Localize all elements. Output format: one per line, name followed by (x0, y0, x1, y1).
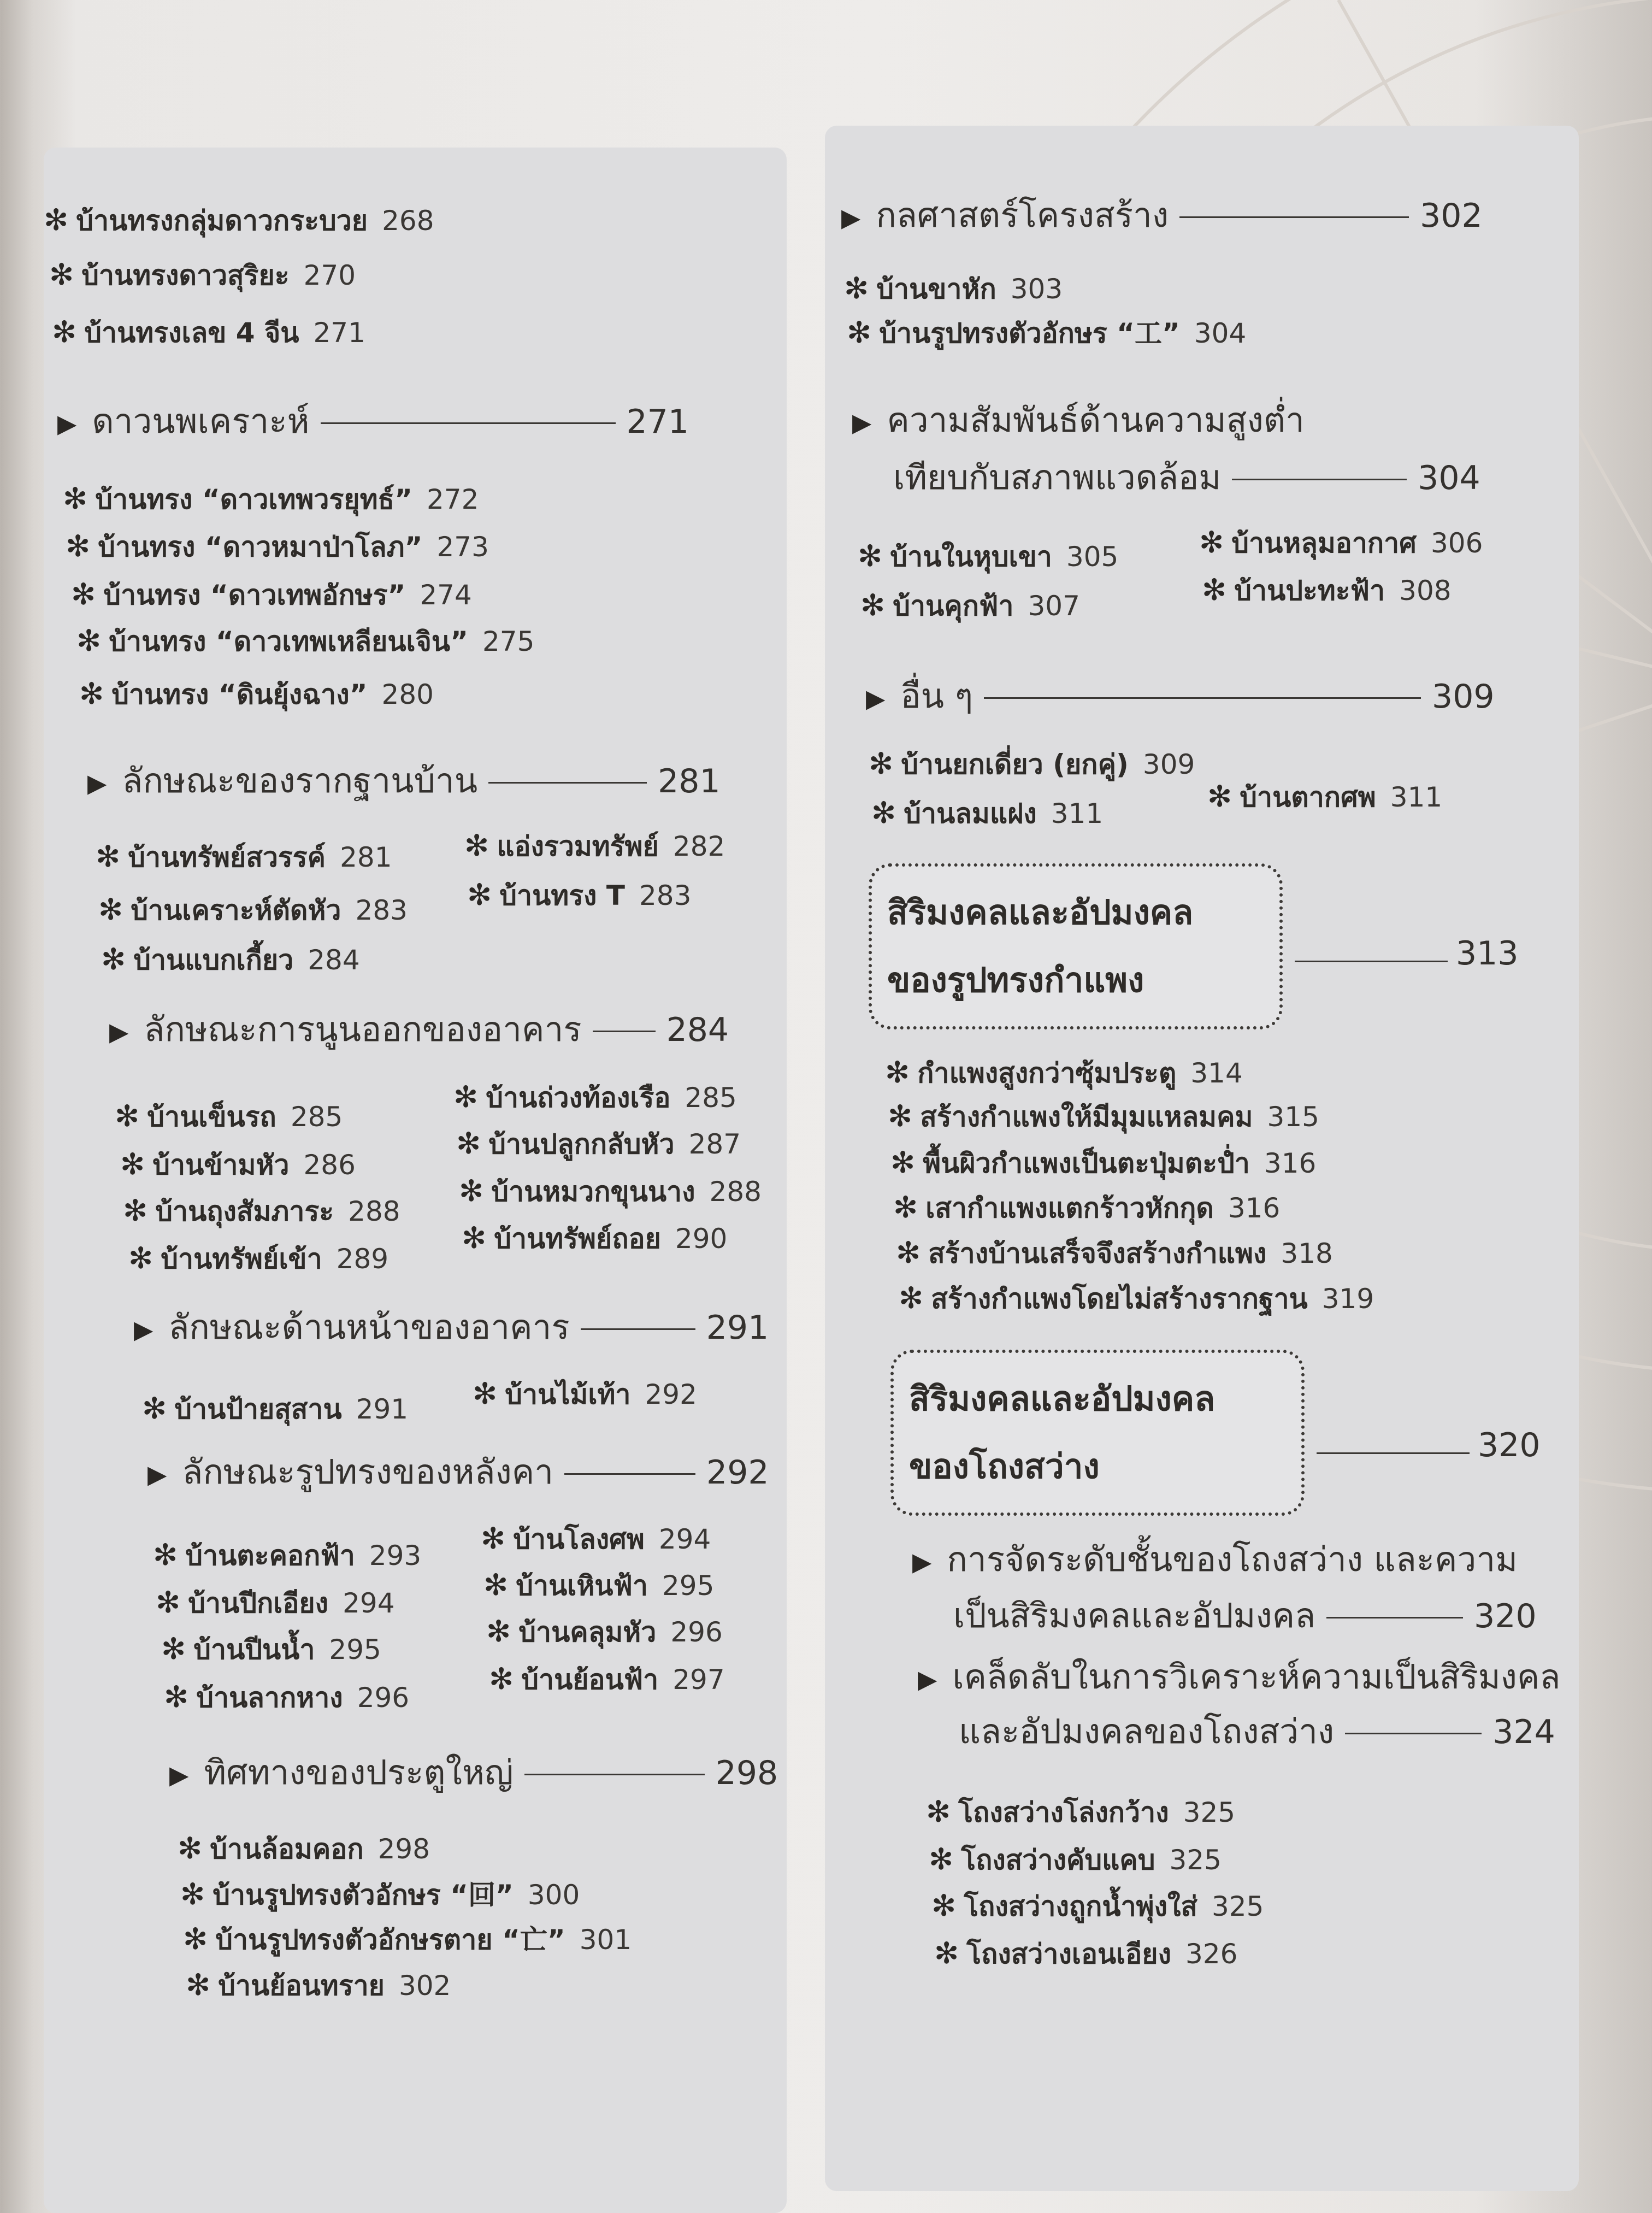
section-heading: ▶ ความสัมพันธ์ด้านความสูงต่ำ (852, 400, 1305, 440)
toc-entry: ✻ บ้านทรงดาวสุริยะ 270 (49, 257, 356, 292)
toc-entry: ✻ บ้านย้อนฟ้า 297 (489, 1662, 725, 1696)
section-heading: ▶ การจัดระดับชั้นของโถงสว่าง และความ (912, 1539, 1518, 1579)
triangle-bullet-icon: ▶ (866, 683, 886, 713)
asterisk-bullet-icon: ✻ (96, 839, 121, 874)
asterisk-bullet-icon: ✻ (79, 676, 104, 711)
asterisk-bullet-icon: ✻ (467, 878, 492, 912)
asterisk-bullet-icon: ✻ (481, 1521, 506, 1556)
toc-entry: ✻ บ้านทรง T 283 (467, 878, 692, 912)
asterisk-bullet-icon: ✻ (858, 539, 883, 573)
asterisk-bullet-icon: ✻ (66, 529, 91, 563)
asterisk-bullet-icon: ✻ (1199, 525, 1224, 560)
toc-entry: ✻ บ้านในหุบเขา 305 (858, 539, 1119, 573)
asterisk-bullet-icon: ✻ (869, 746, 894, 781)
asterisk-bullet-icon: ✻ (929, 1842, 954, 1876)
asterisk-bullet-icon: ✻ (459, 1174, 484, 1208)
asterisk-bullet-icon: ✻ (888, 1099, 913, 1133)
chapter-title-line2: ของรูปทรงกำแพง (887, 960, 1144, 1000)
toc-entry: ✻ บ้านหลุมอากาศ 306 (1199, 525, 1483, 560)
toc-entry: ✻ บ้านทรงกลุ่มดาวกระบวย 268 (44, 203, 434, 237)
triangle-bullet-icon: ▶ (109, 1016, 129, 1046)
toc-entry: ✻ บ้านปีนน้ำ 295 (161, 1632, 381, 1666)
asterisk-bullet-icon: ✻ (123, 1193, 148, 1228)
section-heading-continued: และอัปมงคลของโถงสว่าง 324 (959, 1711, 1555, 1751)
asterisk-bullet-icon: ✻ (893, 1190, 918, 1225)
toc-entry: ✻ บ้านเข็นรถ 285 (115, 1099, 343, 1133)
toc-entry: ✻ บ้านเหินฟ้า 295 (483, 1568, 715, 1602)
toc-entry: ✻ บ้านทรงเลข 4 จีน 271 (52, 315, 365, 349)
toc-entry: ✻ บ้านคลุมหัว 296 (486, 1614, 723, 1649)
toc-entry: ✻ บ้านยกเดี่ยว (ยกคู่) 309 (869, 746, 1195, 781)
toc-entry: ✻ บ้านตะคอกฟ้า 293 (153, 1538, 422, 1572)
section-heading-continued: เป็นสิริมงคลและอัปมงคล 320 (953, 1596, 1537, 1635)
section-heading: ▶ ลักษณะรูปทรงของหลังคา 292 (148, 1452, 769, 1492)
toc-entry: ✻ บ้านป้ายสุสาน 291 (142, 1391, 409, 1426)
triangle-bullet-icon: ▶ (169, 1759, 189, 1790)
toc-entry: ✻ บ้านปีกเอียง 294 (156, 1585, 395, 1620)
chapter-title-line1: สิริมงคลและอัปมงคล (887, 892, 1194, 932)
asterisk-bullet-icon: ✻ (456, 1126, 481, 1161)
chapter-title-line1: สิริมงคลและอัปมงคล (909, 1379, 1216, 1419)
toc-entry: ✻ บ้านทรง “ดาวหมาป่าโลภ” 273 (66, 529, 489, 563)
toc-entry: ✻ โถงสว่างเอนเอียง 326 (934, 1936, 1238, 1970)
asterisk-bullet-icon: ✻ (844, 271, 869, 305)
toc-entry: ✻ เสากำแพงแตกร้าวหักกุด 316 (893, 1190, 1281, 1225)
toc-entry: ✻ บ้านลมแฝง 311 (871, 796, 1104, 830)
toc-entry: ✻ บ้านล้อมคอก 298 (178, 1831, 430, 1865)
triangle-bullet-icon: ▶ (918, 1664, 937, 1694)
chapter-title-line2: ของโถงสว่าง (909, 1446, 1100, 1486)
section-heading: ▶ ดาวนพเคราะห์ 271 (57, 401, 689, 441)
toc-entry: ✻ บ้านทรง “ดาวเทพอักษร” 274 (71, 577, 472, 611)
toc-entry: ✻ สร้างบ้านเสร็จจึงสร้างกำแพง 318 (896, 1235, 1333, 1270)
toc-entry: ✻ สร้างกำแพงให้มีมุมแหลมคม 315 (888, 1099, 1319, 1133)
toc-entry: ✻ บ้านทรัพย์เข้า 289 (128, 1241, 389, 1275)
asterisk-bullet-icon: ✻ (142, 1391, 167, 1426)
asterisk-bullet-icon: ✻ (473, 1376, 498, 1411)
toc-entry: ✻ โถงสว่างโล่งกว้าง 325 (926, 1794, 1236, 1829)
asterisk-bullet-icon: ✻ (161, 1632, 186, 1666)
asterisk-bullet-icon: ✻ (186, 1968, 211, 2002)
asterisk-bullet-icon: ✻ (63, 481, 88, 516)
triangle-bullet-icon: ▶ (912, 1546, 932, 1576)
toc-entry: ✻ บ้านรูปทรงตัวอักษรตาย “亡” 301 (183, 1922, 632, 1956)
toc-entry: ✻ บ้านลากหาง 296 (164, 1680, 410, 1714)
asterisk-bullet-icon: ✻ (486, 1614, 511, 1649)
leader-line (1317, 1452, 1470, 1454)
section-heading: ▶ ลักษณะด้านหน้าของอาคาร 291 (134, 1307, 769, 1347)
toc-entry: ✻ บ้านทรัพย์ถอย 290 (462, 1221, 728, 1255)
asterisk-bullet-icon: ✻ (120, 1147, 145, 1181)
asterisk-bullet-icon: ✻ (115, 1099, 140, 1133)
triangle-bullet-icon: ▶ (57, 408, 77, 438)
asterisk-bullet-icon: ✻ (489, 1662, 514, 1696)
asterisk-bullet-icon: ✻ (52, 315, 77, 349)
chapter-page-number: 313 (1456, 934, 1519, 973)
asterisk-bullet-icon: ✻ (899, 1281, 924, 1315)
toc-entry: ✻ บ้านขาหัก 303 (844, 271, 1063, 305)
asterisk-bullet-icon: ✻ (453, 1080, 479, 1114)
toc-entry: ✻ บ้านข้ามหัว 286 (120, 1147, 356, 1181)
asterisk-bullet-icon: ✻ (178, 1831, 203, 1865)
toc-entry: ✻ โถงสว่างคับแคบ 325 (929, 1842, 1222, 1876)
asterisk-bullet-icon: ✻ (885, 1055, 910, 1090)
asterisk-bullet-icon: ✻ (871, 796, 896, 830)
section-heading: ▶ ทิศทางของประตูใหญ่ 298 (169, 1752, 778, 1792)
toc-entry: ✻ สร้างกำแพงโดยไม่สร้างรากฐาน 319 (899, 1281, 1374, 1315)
asterisk-bullet-icon: ✻ (896, 1235, 921, 1270)
triangle-bullet-icon: ▶ (852, 407, 872, 437)
toc-entry: ✻ บ้านคุกฟ้า 307 (860, 588, 1080, 622)
triangle-bullet-icon: ▶ (87, 768, 107, 798)
section-heading: ▶ อื่น ๆ 309 (866, 676, 1495, 716)
toc-entry: ✻ กำแพงสูงกว่าซุ้มประตู 314 (885, 1055, 1243, 1090)
asterisk-bullet-icon: ✻ (49, 257, 74, 292)
toc-entry: ✻ บ้านแบกเกี้ยว 284 (101, 942, 360, 976)
toc-entry: ✻ แอ่งรวมทรัพย์ 282 (464, 828, 725, 863)
chapter-heading-box (890, 1350, 1305, 1516)
asterisk-bullet-icon: ✻ (101, 942, 126, 976)
asterisk-bullet-icon: ✻ (483, 1568, 509, 1602)
toc-entry: ✻ บ้านถ่วงท้องเรือ 285 (453, 1080, 737, 1114)
toc-entry: ✻ บ้านปลูกกลับหัว 287 (456, 1126, 741, 1161)
triangle-bullet-icon: ▶ (134, 1314, 154, 1344)
asterisk-bullet-icon: ✻ (926, 1794, 951, 1829)
asterisk-bullet-icon: ✻ (931, 1888, 957, 1923)
chapter-heading-box (869, 863, 1283, 1029)
section-heading-continued: เทียบกับสภาพแวดล้อม 304 (893, 457, 1480, 497)
asterisk-bullet-icon: ✻ (847, 315, 872, 350)
toc-entry: ✻ บ้านทรง “ดาวเทพเหลียนเจิน” 275 (76, 623, 535, 658)
asterisk-bullet-icon: ✻ (1202, 573, 1227, 607)
triangle-bullet-icon: ▶ (841, 202, 861, 232)
asterisk-bullet-icon: ✻ (462, 1221, 487, 1255)
toc-entry: ✻ บ้านรูปทรงตัวอักษร “工” 304 (847, 315, 1247, 350)
toc-entry: ✻ บ้านปะทะฟ้า 308 (1202, 573, 1452, 607)
toc-entry: ✻ บ้านทรง “ดาวเทพวรยุทธ์” 272 (63, 481, 479, 516)
asterisk-bullet-icon: ✻ (180, 1877, 205, 1911)
asterisk-bullet-icon: ✻ (1207, 779, 1232, 814)
toc-entry: ✻ บ้านไม้เท้า 292 (473, 1376, 697, 1411)
section-heading: ▶ ลักษณะของรากฐานบ้าน 281 (87, 761, 721, 801)
toc-entry: ✻ บ้านถุงสัมภาระ 288 (123, 1193, 400, 1228)
triangle-bullet-icon: ▶ (148, 1459, 167, 1489)
section-heading: ▶ กลศาสตร์โครงสร้าง 302 (841, 195, 1483, 235)
asterisk-bullet-icon: ✻ (76, 623, 102, 658)
asterisk-bullet-icon: ✻ (464, 828, 489, 863)
toc-entry: ✻ บ้านเคราะห์ตัดหัว 283 (98, 892, 408, 927)
asterisk-bullet-icon: ✻ (860, 588, 886, 622)
toc-entry: ✻ บ้านย้อนทราย 302 (186, 1968, 451, 2002)
section-heading: ▶ เคล็ดลับในการวิเคราะห์ความเป็นสิริมงคล (918, 1657, 1561, 1697)
toc-entry: ✻ บ้านรูปทรงตัวอักษร “回” 300 (180, 1877, 580, 1911)
section-heading: ▶ ลักษณะการนูนออกของอาคาร 284 (109, 1009, 729, 1049)
asterisk-bullet-icon: ✻ (153, 1538, 178, 1572)
toc-entry: ✻ พื้นผิวกำแพงเป็นตะปุ่มตะป่ำ 316 (890, 1145, 1317, 1180)
asterisk-bullet-icon: ✻ (164, 1680, 189, 1714)
leader-line (1295, 961, 1448, 962)
asterisk-bullet-icon: ✻ (156, 1585, 181, 1620)
asterisk-bullet-icon: ✻ (183, 1922, 208, 1956)
asterisk-bullet-icon: ✻ (71, 577, 96, 611)
asterisk-bullet-icon: ✻ (44, 203, 69, 237)
toc-entry: ✻ บ้านทรง “ดินยุ้งฉาง” 280 (79, 676, 434, 711)
asterisk-bullet-icon: ✻ (934, 1936, 959, 1970)
asterisk-bullet-icon: ✻ (890, 1145, 916, 1180)
toc-entry: ✻ โถงสว่างถูกน้ำพุ่งใส่ 325 (931, 1888, 1264, 1923)
asterisk-bullet-icon: ✻ (98, 892, 123, 927)
toc-entry: ✻ บ้านตากศพ 311 (1207, 779, 1443, 814)
toc-entry: ✻ บ้านหมวกขุนนาง 288 (459, 1174, 762, 1208)
toc-entry: ✻ บ้านโลงศพ 294 (481, 1521, 711, 1556)
toc-entry: ✻ บ้านทรัพย์สวรรค์ 281 (96, 839, 392, 874)
asterisk-bullet-icon: ✻ (128, 1241, 154, 1275)
chapter-page-number: 320 (1478, 1426, 1541, 1464)
